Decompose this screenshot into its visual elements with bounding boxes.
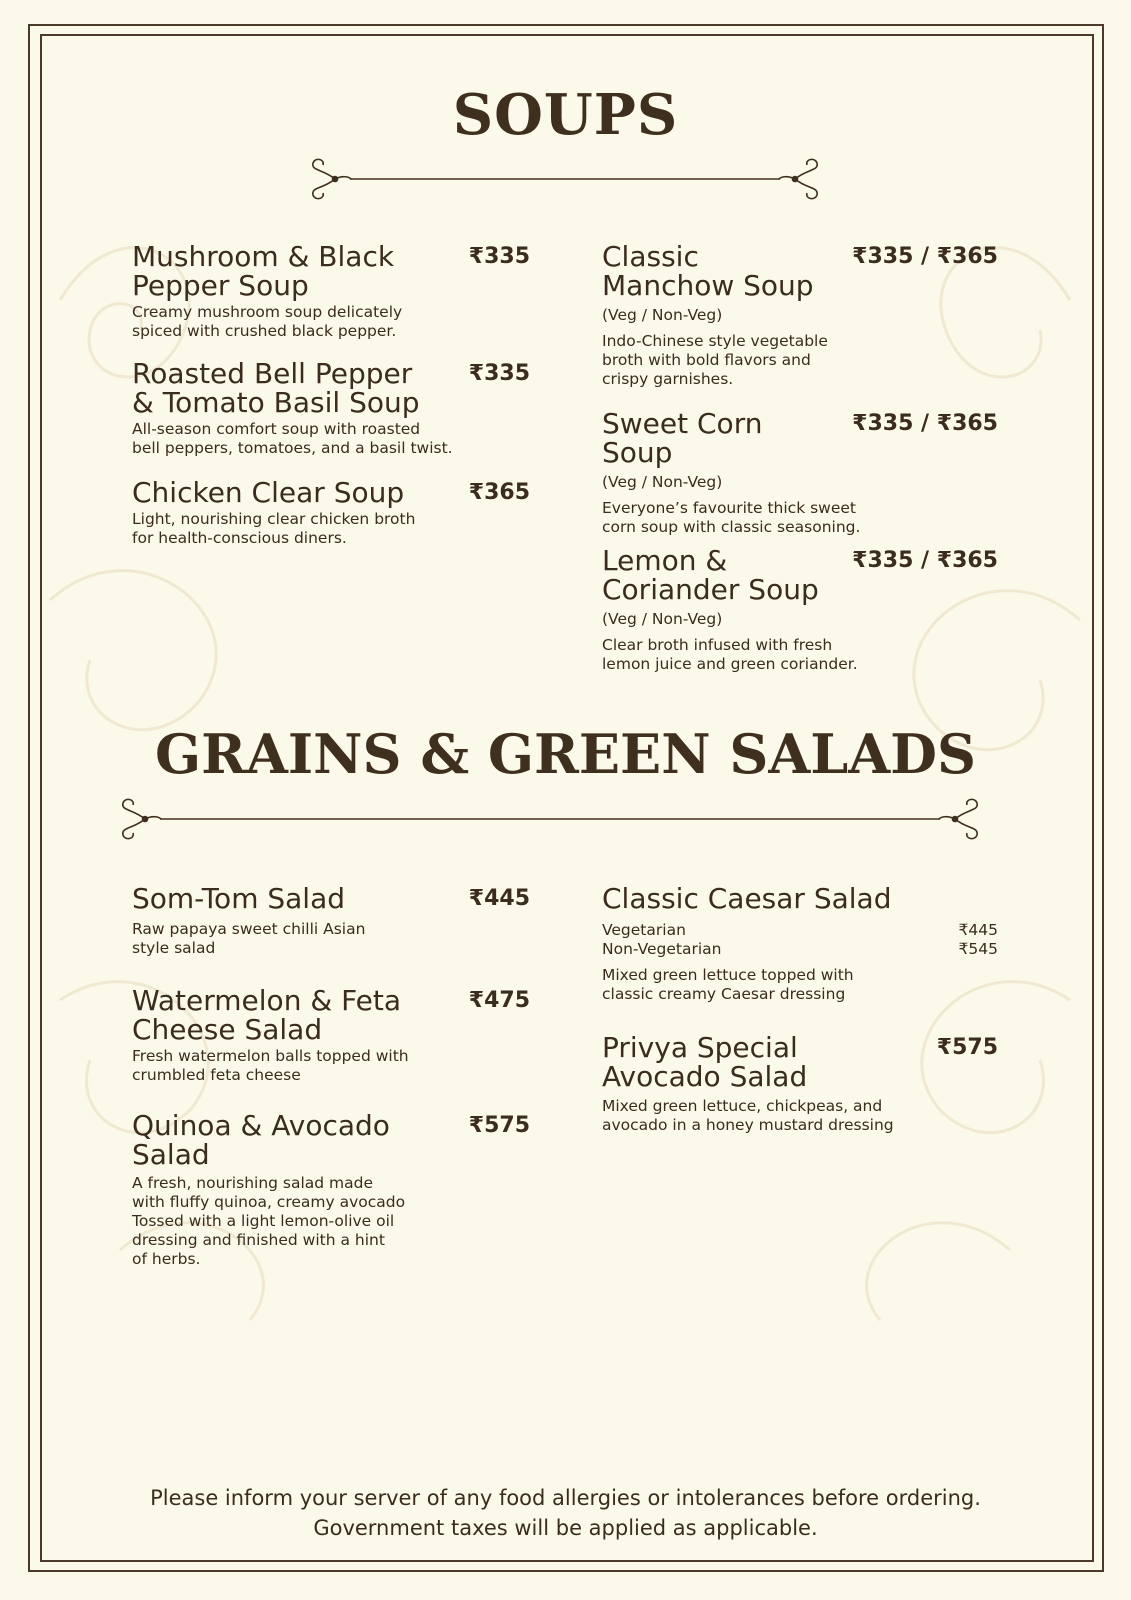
item-description: Raw papaya sweet chilli Asian style salad (132, 920, 366, 957)
item-price: ₹475 (468, 988, 530, 1013)
item-name: Classic Manchow Soup (602, 240, 814, 302)
salads-divider-ornament (115, 795, 985, 843)
item-description: Mixed green lettuce, chickpeas, and avocado in a honey mustard dressing (602, 1097, 894, 1134)
price-options (602, 921, 998, 959)
item-description: Light, nourishing clear chicken broth for health-conscious diners. (132, 510, 416, 547)
item-price: ₹365 (468, 480, 530, 505)
item-description: Clear broth infused with fresh lemon juice and green coriander. (602, 636, 858, 673)
item-variant: (Veg / Non-Veg) (602, 610, 723, 628)
item-price: ₹335 / ₹365 (852, 244, 998, 269)
item-price: ₹335 / ₹365 (852, 548, 998, 573)
soup-item-mushroom (132, 242, 530, 341)
soups-heading: SOUPS (452, 82, 679, 148)
item-price: ₹445 (468, 886, 530, 911)
footer-note (0, 1483, 1131, 1543)
item-name: Chicken Clear Soup (132, 476, 405, 509)
option-label: Vegetarian (602, 921, 686, 939)
item-name: Som-Tom Salad (132, 882, 346, 915)
option-price: ₹445 (958, 921, 998, 939)
salad-item-quinoa-avocado (132, 1111, 530, 1269)
option-label: Non-Vegetarian (602, 940, 722, 958)
item-name: Privya Special Avocado Salad (602, 1031, 808, 1093)
item-description: Creamy mushroom soup delicately spiced with crushed black pepper. (132, 303, 403, 340)
tax-notice: Government taxes will be applied as applicable. (313, 1516, 818, 1540)
item-description: Indo-Chinese style vegetable broth with bold flavors and crispy garnishes. (602, 332, 828, 388)
item-name: Lemon & Coriander Soup (602, 544, 819, 606)
item-price: ₹575 (468, 1113, 530, 1138)
salad-item-som-tom (132, 884, 530, 958)
item-description: Everyone’s favourite thick sweet corn soup with classic seasoning. (602, 499, 861, 536)
item-price: ₹335 (468, 244, 530, 269)
item-description: Fresh watermelon balls topped with crumbled feta cheese (132, 1047, 409, 1084)
salad-item-watermelon-feta (132, 986, 530, 1085)
option-price: ₹545 (958, 940, 998, 958)
salads-heading: GRAINS & GREEN SALADS (155, 722, 976, 786)
item-price: ₹335 (468, 361, 530, 386)
soup-item-manchow (602, 242, 998, 389)
item-name: Watermelon & Feta Cheese Salad (132, 984, 402, 1046)
allergy-notice: Please inform your server of any food allergies or intolerances before ordering. (150, 1486, 981, 1510)
item-description: A fresh, nourishing salad made with fluffy quinoa, creamy avocado Tossed with a light lemon-olive oil dressing and finished with a hint of herbs. (132, 1174, 406, 1268)
item-description: Mixed green lettuce topped with classic creamy Caesar dressing (602, 966, 854, 1003)
item-variant: (Veg / Non-Veg) (602, 306, 723, 324)
item-name: Quinoa & Avocado Salad (132, 1109, 390, 1171)
soup-item-sweet-corn (602, 409, 998, 537)
item-price: ₹335 / ₹365 (852, 411, 998, 436)
item-name: Classic Caesar Salad (602, 882, 892, 915)
soup-item-lemon-coriander (602, 546, 998, 674)
item-price: ₹575 (936, 1035, 998, 1060)
soup-item-bell-pepper (132, 359, 530, 458)
item-variant: (Veg / Non-Veg) (602, 473, 723, 491)
salad-item-caesar (602, 884, 998, 1004)
price-option-row (602, 940, 998, 959)
soup-item-chicken-clear (132, 478, 530, 548)
salad-item-privya-avocado (602, 1033, 998, 1135)
item-name: Roasted Bell Pepper & Tomato Basil Soup (132, 357, 420, 419)
soups-divider-ornament (305, 155, 825, 203)
item-description: All-season comfort soup with roasted bell peppers, tomatoes, and a basil twist. (132, 420, 453, 457)
item-name: Mushroom & Black Pepper Soup (132, 240, 395, 302)
item-name: Sweet Corn Soup (602, 407, 763, 469)
price-option-row (602, 921, 998, 940)
